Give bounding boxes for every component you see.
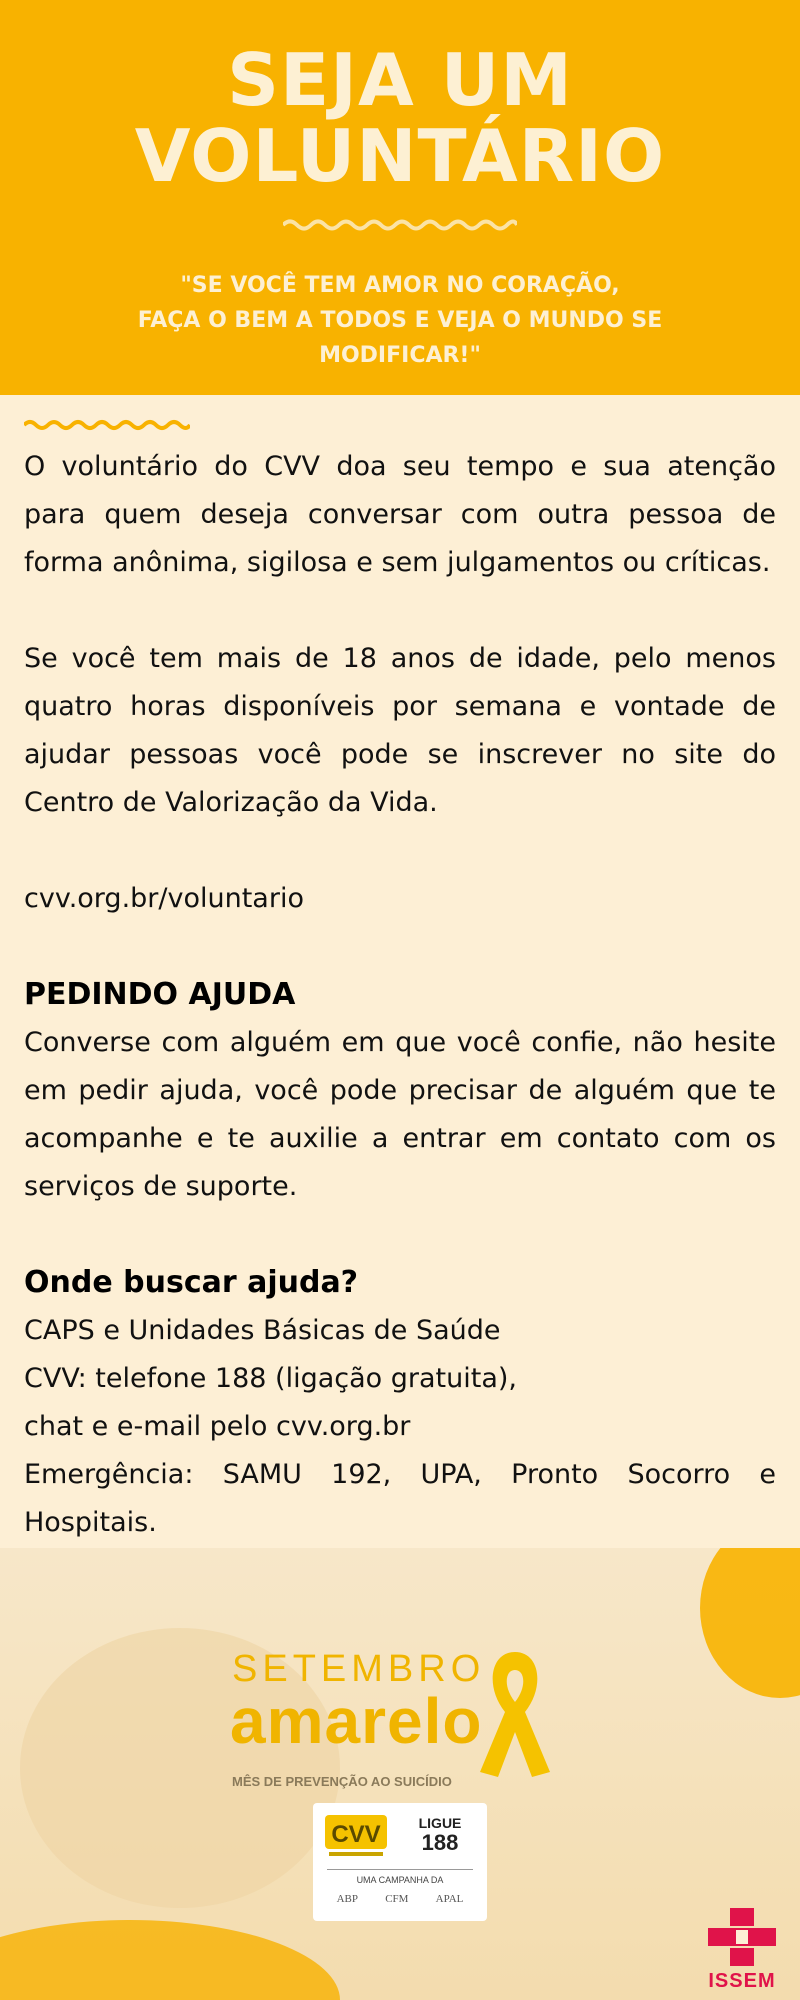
- volunteer-link[interactable]: cvv.org.br/voluntario: [24, 883, 304, 914]
- ligue-label: LIGUE: [418, 1815, 462, 1831]
- ligue-188: [405, 1815, 475, 1855]
- main-content: [24, 443, 776, 1547]
- brand-subtitle: MÊS DE PREVENÇÃO AO SUICÍDIO: [232, 1774, 452, 1789]
- issem-logo: [692, 1906, 792, 1996]
- header-banner: [0, 0, 800, 395]
- campaign-footer: [0, 1548, 800, 2000]
- partner-logos: [323, 1893, 477, 1905]
- partner-abp-logo: ABP: [336, 1893, 358, 1905]
- help-line-caps: CAPS e Unidades Básicas de Saúde: [24, 1315, 501, 1346]
- partner-apal-logo: APAL: [435, 1893, 464, 1905]
- quote-line-2: FAÇA O BEM A TODOS E VEJA O MUNDO SE: [137, 308, 663, 333]
- cvv-card: [313, 1803, 487, 1921]
- brand-main-text: amarelo: [230, 1685, 483, 1757]
- volunteer-paragraph: O voluntário do CVV doa seu tempo e sua atenção para quem deseja conversar com outra pessoa de forma anônima, sigilosa e sem julgamentos ou críticas.: [24, 451, 776, 578]
- heading-onde-buscar: Onde buscar ajuda?: [24, 1265, 359, 1300]
- cross-icon: [692, 1906, 792, 1970]
- wave-divider-icon: [283, 218, 517, 232]
- requirements-paragraph: Se você tem mais de 18 anos de idade, pelo menos quatro horas disponíveis por semana e vontade de ajudar pessoas você pode se inscrever no site do Centro de Valorização da Vida.: [24, 643, 776, 818]
- quote-line-3: MODIFICAR!": [319, 343, 481, 368]
- ribbon-icon: [470, 1642, 560, 1782]
- quote-line-1: "SE VOCÊ TEM AMOR NO CORAÇÃO,: [180, 273, 620, 298]
- cvv-logo-icon: [325, 1815, 387, 1859]
- partner-cfm-logo: CFM: [385, 1893, 409, 1905]
- issem-label: ISSEM: [708, 1970, 776, 1992]
- help-paragraph: Converse com alguém em que você confie, não hesite em pedir ajuda, você pode precisar de alguém que te acompanhe e te auxilie a entrar em contato com os serviços de suporte.: [24, 1027, 776, 1202]
- svg-text:CVV: CVV: [331, 1821, 381, 1848]
- campanha-label: UMA CAMPANHA DA: [356, 1875, 444, 1885]
- quote: [100, 268, 700, 373]
- title-line-1: SEJA UM: [227, 38, 573, 122]
- help-line-emergencia: Emergência: SAMU 192, UPA, Pronto Socorro e Hospitais.: [24, 1459, 776, 1538]
- help-line-chat: chat e e-mail pelo cvv.org.br: [24, 1411, 411, 1442]
- help-line-cvv: CVV: telefone 188 (ligação gratuita),: [24, 1363, 517, 1394]
- page-title: [0, 38, 800, 198]
- heading-pedindo-ajuda: PEDINDO AJUDA: [24, 977, 296, 1012]
- ligue-number: 188: [421, 1830, 459, 1855]
- title-line-2: VOLUNTÁRIO: [134, 114, 666, 198]
- brand-top-text: SETEMBRO: [232, 1648, 486, 1690]
- wave-divider-icon: [24, 419, 190, 431]
